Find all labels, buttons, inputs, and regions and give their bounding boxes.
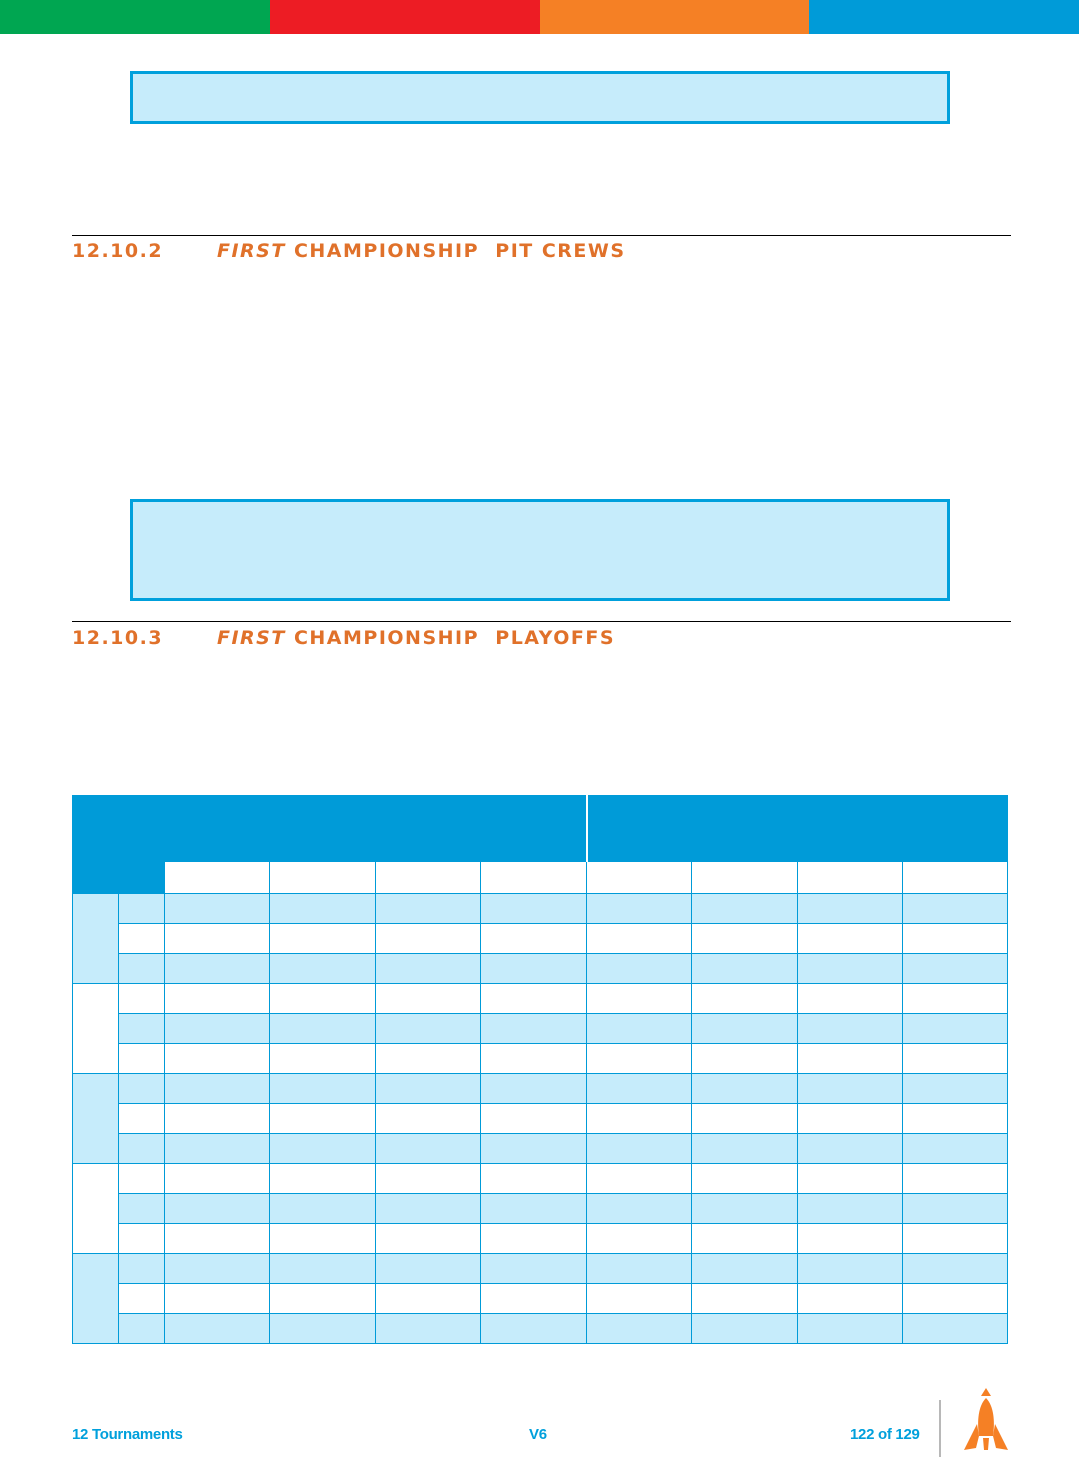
table-cell [119, 1044, 165, 1074]
table-cell [903, 924, 1008, 954]
table-row [73, 1014, 1008, 1044]
top-color-bar [0, 0, 1079, 34]
footer-chapter: 12 Tournaments [72, 1426, 183, 1443]
table-cell [692, 1014, 798, 1044]
table-cell [903, 1104, 1008, 1134]
table-group-cell [73, 1074, 119, 1164]
table-row [73, 954, 1008, 984]
table-cell [270, 1224, 376, 1254]
table-cell [903, 1194, 1008, 1224]
table-cell [798, 1014, 903, 1044]
note-box-pit-crews [130, 499, 950, 601]
table-row [73, 1224, 1008, 1254]
table-row [73, 1194, 1008, 1224]
table-cell [165, 1194, 270, 1224]
table-cell [903, 1014, 1008, 1044]
note-box-top [130, 71, 950, 124]
table-cell [798, 1224, 903, 1254]
table-cell [119, 1074, 165, 1104]
footer-divider [939, 1400, 941, 1457]
table-cell [376, 1164, 481, 1194]
section-title: CHAMPIONSHIP PLAYOFFS [293, 627, 616, 649]
table-cell [376, 1314, 481, 1344]
table-cell [119, 1224, 165, 1254]
table-cell [481, 1224, 587, 1254]
table-cell [587, 924, 692, 954]
table-cell [481, 1134, 587, 1164]
table-cell [119, 924, 165, 954]
table-cell [692, 1224, 798, 1254]
table-cell [165, 1164, 270, 1194]
table-cell [692, 1254, 798, 1284]
table-cell [270, 894, 376, 924]
table-cell [692, 1314, 798, 1344]
table-cell [376, 954, 481, 984]
top-bar-red [270, 0, 540, 34]
table-cell [481, 1074, 587, 1104]
table-cell [903, 1164, 1008, 1194]
table-cell [270, 1284, 376, 1314]
table-cell [798, 1074, 903, 1104]
table-cell [119, 1134, 165, 1164]
section-first-word: FIRST [217, 627, 286, 649]
table-cell [692, 1044, 798, 1074]
table-cell [692, 984, 798, 1014]
table-row [73, 1044, 1008, 1074]
table-cell [798, 924, 903, 954]
table-cell [481, 1104, 587, 1134]
table-cell [903, 1074, 1008, 1104]
table-cell [270, 984, 376, 1014]
table-cell [119, 954, 165, 984]
table-cell [481, 1164, 587, 1194]
table-subheader-row [73, 862, 1008, 894]
table-row [73, 1314, 1008, 1344]
table-cell [270, 1104, 376, 1134]
table-cell [903, 1044, 1008, 1074]
table-cell [903, 1134, 1008, 1164]
table-cell [119, 1164, 165, 1194]
table-subheader-cell [376, 862, 481, 894]
table-cell [376, 984, 481, 1014]
table-cell [376, 1104, 481, 1134]
table-row [73, 1134, 1008, 1164]
table-cell [692, 1284, 798, 1314]
section-title: CHAMPIONSHIP PIT CREWS [293, 240, 626, 262]
table-cell [587, 1074, 692, 1104]
table-cell [587, 984, 692, 1014]
table-cell [587, 1254, 692, 1284]
table-cell [119, 984, 165, 1014]
table-cell [119, 1314, 165, 1344]
table-cell [481, 1194, 587, 1224]
table-cell [481, 1254, 587, 1284]
section-heading-pit-crews [72, 240, 626, 262]
table-row [73, 1104, 1008, 1134]
table-cell [692, 1194, 798, 1224]
table-cell [270, 1014, 376, 1044]
table-cell [903, 984, 1008, 1014]
section-number: 12.10.3 [72, 627, 164, 649]
table-cell [798, 1134, 903, 1164]
table-cell [376, 1134, 481, 1164]
table-subheader-cell [481, 862, 587, 894]
table-cell [165, 1134, 270, 1164]
table-group-cell [73, 984, 119, 1074]
rocket-icon [960, 1388, 1012, 1452]
table-cell [165, 984, 270, 1014]
table-cell [376, 1194, 481, 1224]
table-cell [119, 1014, 165, 1044]
table-cell [481, 1284, 587, 1314]
table-cell [270, 1194, 376, 1224]
table-subheader-cell [903, 862, 1008, 894]
table-row [73, 984, 1008, 1014]
table-group-cell [73, 1254, 119, 1344]
section-first-word: FIRST [217, 240, 286, 262]
table-cell [270, 1074, 376, 1104]
table-cell [798, 984, 903, 1014]
table-subheader-cell [165, 862, 270, 894]
table-cell [481, 1044, 587, 1074]
table-cell [903, 954, 1008, 984]
table-cell [587, 1194, 692, 1224]
top-bar-blue [809, 0, 1079, 34]
table-cell [692, 1074, 798, 1104]
footer-version: V6 [529, 1426, 547, 1443]
table-cell [587, 1134, 692, 1164]
section-heading-playoffs [72, 627, 615, 649]
table-cell [165, 1044, 270, 1074]
table-cell [692, 1104, 798, 1134]
section-number: 12.10.2 [72, 240, 164, 262]
table-cell [165, 954, 270, 984]
table-cell [692, 1134, 798, 1164]
table-cell [587, 954, 692, 984]
table-cell [798, 1044, 903, 1074]
table-cell [587, 1104, 692, 1134]
table-cell [798, 894, 903, 924]
table-cell [903, 894, 1008, 924]
table-subheader-cell [587, 862, 692, 894]
table-cell [376, 1074, 481, 1104]
table-cell [587, 1164, 692, 1194]
table-cell [798, 1194, 903, 1224]
table-cell [903, 1314, 1008, 1344]
table-cell [270, 1164, 376, 1194]
table-cell [481, 924, 587, 954]
table-group-cell [73, 1164, 119, 1254]
table-header-group-left [165, 796, 587, 862]
playoff-table [72, 795, 1008, 1344]
table-cell [165, 1314, 270, 1344]
table-cell [119, 1194, 165, 1224]
table-body [73, 894, 1008, 1344]
table-cell [270, 1044, 376, 1074]
table-cell [376, 1224, 481, 1254]
table-row [73, 1284, 1008, 1314]
table-cell [270, 1134, 376, 1164]
table-cell [119, 1254, 165, 1284]
table-cell [798, 1164, 903, 1194]
table-row [73, 1074, 1008, 1104]
table-cell [692, 894, 798, 924]
table-cell [481, 894, 587, 924]
table-cell [481, 954, 587, 984]
table-header-group-right [587, 796, 1008, 862]
table-cell [376, 894, 481, 924]
table-cell [481, 984, 587, 1014]
table-cell [376, 1014, 481, 1044]
table-cell [165, 1014, 270, 1044]
table-cell [270, 1314, 376, 1344]
table-group-cell [73, 894, 119, 984]
section-rule-playoffs [72, 621, 1011, 622]
table-row [73, 894, 1008, 924]
footer-page-number: 122 of 129 [850, 1426, 920, 1443]
table-cell [376, 924, 481, 954]
table-row [73, 1164, 1008, 1194]
table-header-corner [73, 796, 165, 894]
table-cell [587, 1224, 692, 1254]
table-cell [376, 1254, 481, 1284]
table-cell [903, 1284, 1008, 1314]
table-row [73, 924, 1008, 954]
table-cell [481, 1014, 587, 1044]
table-cell [270, 1254, 376, 1284]
table-cell [165, 924, 270, 954]
table-cell [165, 1104, 270, 1134]
table-header-row [73, 796, 1008, 862]
table-subheader-cell [798, 862, 903, 894]
table-cell [692, 954, 798, 984]
section-rule-pit-crews [72, 235, 1011, 236]
table-cell [798, 1314, 903, 1344]
table-cell [798, 1284, 903, 1314]
table-row [73, 1254, 1008, 1284]
top-bar-green [0, 0, 270, 34]
table-cell [587, 1314, 692, 1344]
top-bar-orange [540, 0, 809, 34]
table-cell [270, 954, 376, 984]
table-cell [903, 1254, 1008, 1284]
table-cell [587, 1014, 692, 1044]
table-cell [903, 1224, 1008, 1254]
table-cell [119, 894, 165, 924]
table-subheader-cell [692, 862, 798, 894]
table-cell [481, 1314, 587, 1344]
table-cell [798, 1104, 903, 1134]
table-cell [692, 1164, 798, 1194]
table-cell [798, 954, 903, 984]
table-cell [165, 1254, 270, 1284]
table-cell [692, 924, 798, 954]
table-cell [587, 1284, 692, 1314]
table-cell [587, 894, 692, 924]
table-cell [119, 1104, 165, 1134]
table-cell [165, 1284, 270, 1314]
table-cell [376, 1284, 481, 1314]
table-cell [165, 1224, 270, 1254]
table-cell [587, 1044, 692, 1074]
table-cell [376, 1044, 481, 1074]
table-cell [165, 1074, 270, 1104]
table-cell [270, 924, 376, 954]
table-cell [119, 1284, 165, 1314]
table-cell [165, 894, 270, 924]
table-subheader-cell [270, 862, 376, 894]
table-cell [798, 1254, 903, 1284]
